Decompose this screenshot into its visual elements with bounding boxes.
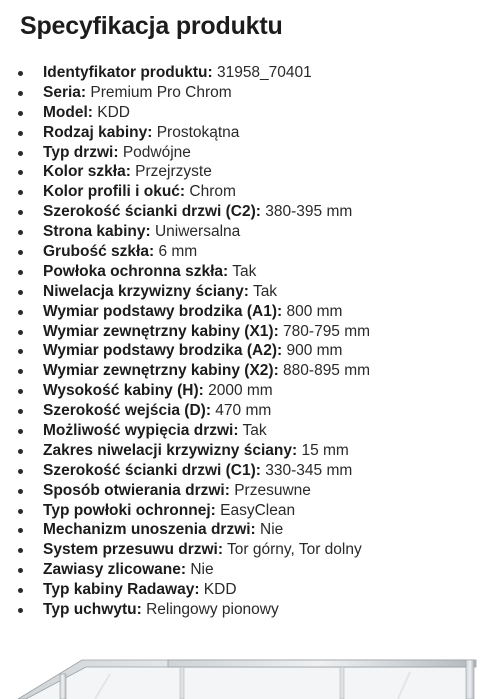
bullet-icon bbox=[18, 91, 23, 96]
bullet-icon bbox=[18, 230, 23, 235]
spec-value: Tak bbox=[252, 282, 278, 300]
spec-list bbox=[0, 63, 503, 620]
spec-item bbox=[0, 381, 503, 401]
bullet-icon bbox=[18, 389, 23, 394]
bullet-icon bbox=[18, 210, 23, 215]
spec-value: 780-795 mm bbox=[283, 322, 371, 340]
spec-label: Zawiasy zlicowane: bbox=[43, 561, 186, 579]
spec-item bbox=[0, 441, 503, 461]
spec-label: Możliwość wypięcia drzwi: bbox=[43, 422, 239, 440]
spec-value: Tor górny, Tor dolny bbox=[227, 541, 362, 559]
bullet-icon bbox=[18, 151, 23, 156]
spec-value: KDD bbox=[203, 581, 237, 599]
bullet-icon bbox=[18, 429, 23, 434]
spec-label: Typ powłoki ochronnej: bbox=[43, 501, 216, 519]
spec-value: 380-395 mm bbox=[265, 203, 353, 221]
bullet-icon bbox=[18, 190, 23, 195]
spec-value: 330-345 mm bbox=[265, 461, 353, 479]
spec-item bbox=[0, 302, 503, 322]
spec-item bbox=[0, 202, 503, 222]
bullet-icon bbox=[18, 588, 23, 593]
bullet-icon bbox=[18, 369, 23, 374]
spec-label: Niwelacja krzywizny ściany: bbox=[43, 282, 249, 300]
spec-value: Prostokątna bbox=[156, 123, 240, 141]
spec-label: Rodzaj kabiny: bbox=[43, 123, 153, 141]
bullet-icon bbox=[18, 330, 23, 335]
bullet-icon bbox=[18, 349, 23, 354]
spec-value: 880-895 mm bbox=[283, 362, 371, 380]
spec-item bbox=[0, 361, 503, 381]
spec-item bbox=[0, 63, 503, 83]
spec-item bbox=[0, 83, 503, 103]
shower-cabin-image bbox=[0, 640, 503, 699]
spec-label: Typ kabiny Radaway: bbox=[43, 581, 200, 599]
spec-label: Identyfikator produktu: bbox=[43, 64, 213, 81]
spec-value: Przejrzyste bbox=[135, 163, 212, 181]
spec-item bbox=[0, 461, 503, 481]
spec-value: 470 mm bbox=[215, 402, 272, 420]
spec-label: System przesuwu drzwi: bbox=[43, 541, 224, 559]
spec-item bbox=[0, 282, 503, 302]
bullet-icon bbox=[18, 449, 23, 454]
spec-item bbox=[0, 540, 503, 560]
bullet-icon bbox=[18, 409, 23, 414]
bullet-icon bbox=[18, 310, 23, 315]
spec-label: Szerokość ścianki drzwi (C1): bbox=[43, 461, 261, 479]
spec-item bbox=[0, 501, 503, 521]
spec-item bbox=[0, 401, 503, 421]
bullet-icon bbox=[18, 290, 23, 295]
spec-label: Wymiar zewnętrzny kabiny (X2): bbox=[43, 362, 279, 380]
spec-label: Szerokość ścianki drzwi (C2): bbox=[43, 203, 261, 221]
spec-label: Wymiar podstawy brodzika (A2): bbox=[43, 342, 283, 360]
spec-value: Chrom bbox=[189, 183, 236, 201]
spec-label: Zakres niwelacji krzywizny ściany: bbox=[43, 441, 298, 459]
bullet-icon bbox=[18, 469, 23, 474]
bullet-icon bbox=[18, 131, 23, 136]
bullet-icon bbox=[18, 270, 23, 275]
spec-label: Typ uchwytu: bbox=[43, 601, 142, 619]
spec-label: Wymiar zewnętrzny kabiny (X1): bbox=[43, 322, 279, 340]
spec-label: Sposób otwierania drzwi: bbox=[43, 481, 230, 499]
bullet-icon bbox=[18, 568, 23, 573]
spec-item bbox=[0, 520, 503, 540]
spec-value: Relingowy pionowy bbox=[146, 601, 279, 619]
spec-label: Strona kabiny: bbox=[43, 223, 151, 241]
spec-item bbox=[0, 580, 503, 600]
spec-item bbox=[0, 341, 503, 361]
spec-item bbox=[0, 560, 503, 580]
bullet-icon bbox=[18, 111, 23, 116]
bullet-icon bbox=[18, 528, 23, 533]
spec-item bbox=[0, 600, 503, 620]
spec-label: Kolor szkła: bbox=[43, 163, 131, 181]
spec-value: Premium Pro Chrom bbox=[90, 83, 232, 101]
spec-label: Kolor profili i okuć: bbox=[43, 183, 186, 201]
spec-value: Nie bbox=[260, 521, 284, 539]
spec-item bbox=[0, 262, 503, 282]
page-title: Specyfikacja produktu bbox=[20, 12, 283, 40]
spec-label: Wysokość kabiny (H): bbox=[43, 382, 204, 400]
spec-item bbox=[0, 123, 503, 143]
bullet-icon bbox=[18, 489, 23, 494]
spec-value: EasyClean bbox=[220, 501, 296, 519]
bullet-icon bbox=[18, 170, 23, 175]
spec-value: 2000 mm bbox=[208, 382, 273, 400]
bullet-icon bbox=[18, 250, 23, 255]
spec-item bbox=[0, 242, 503, 262]
spec-item bbox=[0, 162, 503, 182]
spec-value: Przesuwne bbox=[234, 481, 311, 499]
spec-item bbox=[0, 182, 503, 202]
spec-value: 900 mm bbox=[286, 342, 343, 360]
spec-item bbox=[0, 143, 503, 163]
spec-label: Szerokość wejścia (D): bbox=[43, 402, 211, 420]
spec-value: Podwójne bbox=[122, 143, 191, 161]
spec-label: Wymiar podstawy brodzika (A1): bbox=[43, 302, 283, 320]
spec-value: Tak bbox=[232, 262, 257, 280]
spec-label: Typ drzwi: bbox=[43, 143, 119, 161]
spec-item bbox=[0, 103, 503, 123]
bullet-icon bbox=[18, 548, 23, 553]
spec-label: Seria: bbox=[43, 83, 87, 101]
bullet-icon bbox=[18, 71, 23, 76]
bullet-icon bbox=[18, 509, 23, 514]
spec-label: Model: bbox=[43, 103, 93, 121]
spec-value: 31958_70401 bbox=[216, 64, 312, 81]
spec-value: KDD bbox=[97, 103, 130, 121]
spec-label: Grubość szkła: bbox=[43, 243, 155, 261]
spec-label: Powłoka ochronna szkła: bbox=[43, 262, 229, 280]
spec-item bbox=[0, 481, 503, 501]
spec-value: Tak bbox=[242, 422, 267, 440]
spec-value: 15 mm bbox=[301, 441, 349, 459]
spec-value: 800 mm bbox=[286, 302, 343, 320]
spec-label: Mechanizm unoszenia drzwi: bbox=[43, 521, 256, 539]
spec-value: Uniwersalna bbox=[154, 223, 241, 241]
spec-value: 6 mm bbox=[158, 243, 198, 261]
spec-value: Nie bbox=[190, 561, 214, 579]
spec-item bbox=[0, 222, 503, 242]
spec-item bbox=[0, 322, 503, 342]
spec-item bbox=[0, 421, 503, 441]
bullet-icon bbox=[18, 608, 23, 613]
